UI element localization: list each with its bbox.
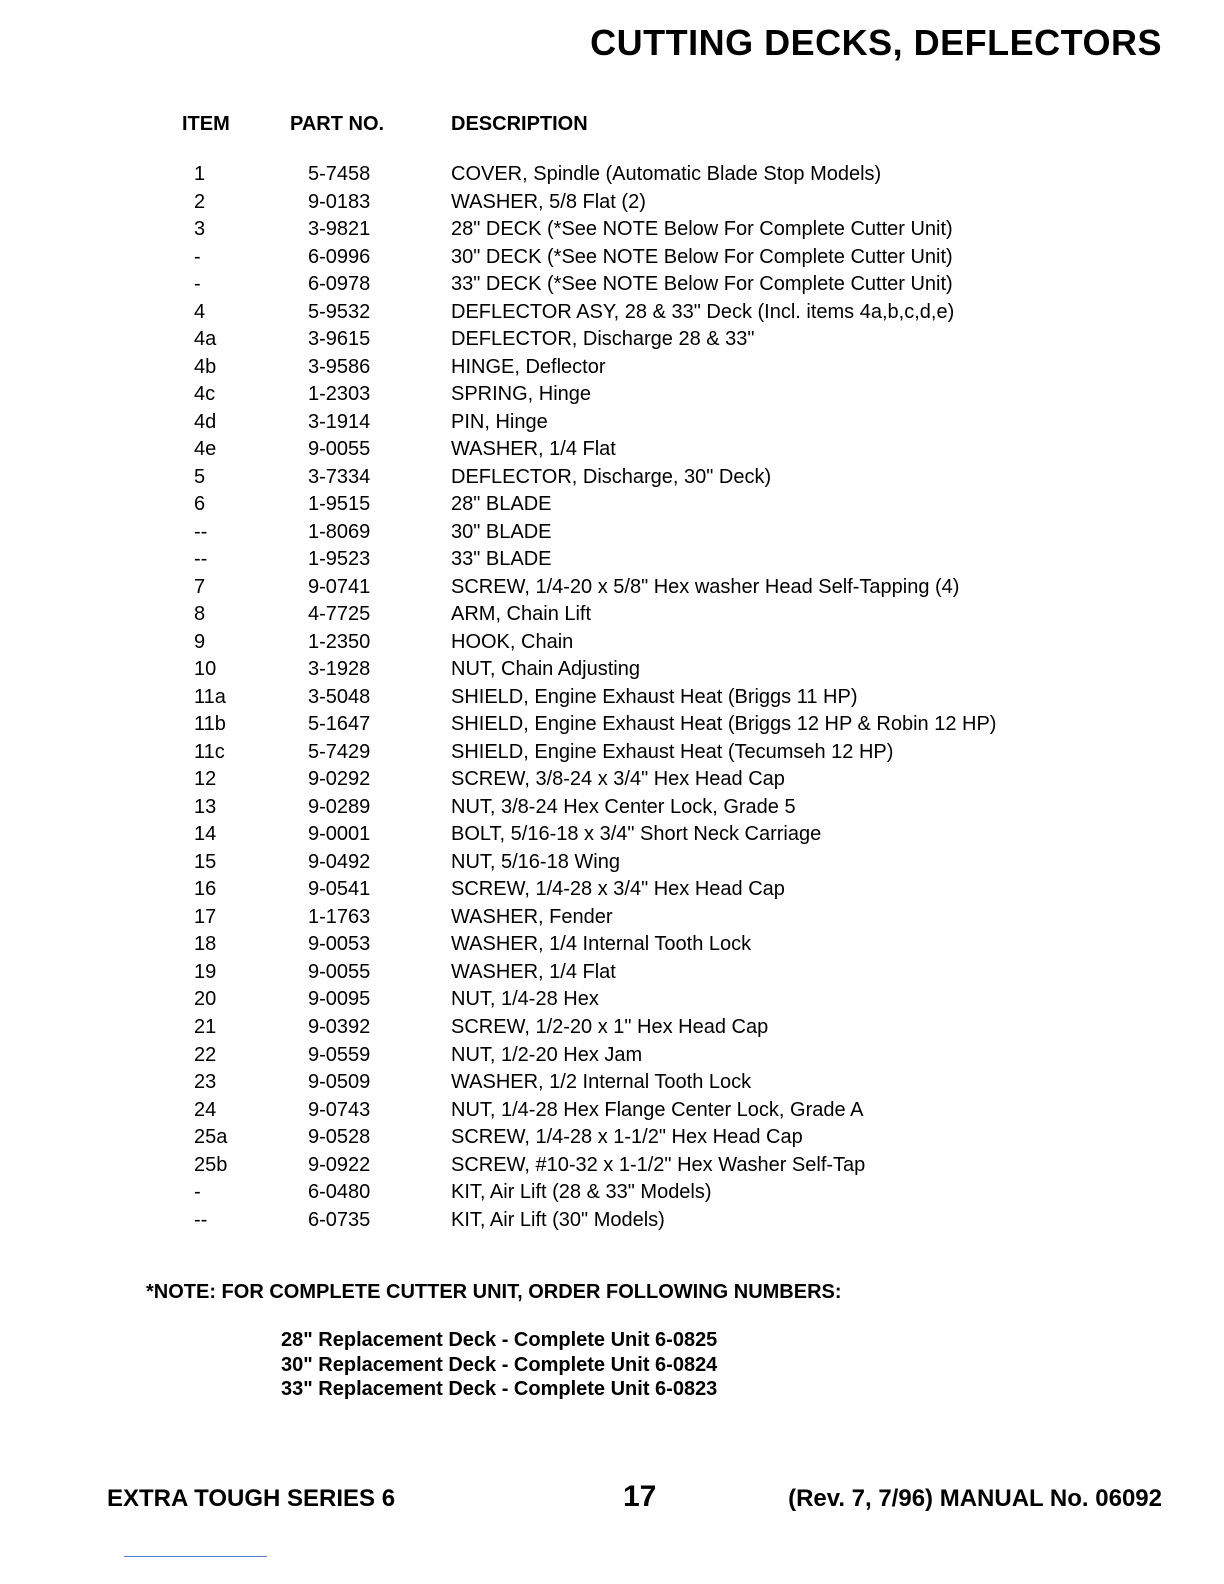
item-cell: 8 [194,603,206,626]
table-row [0,299,1224,327]
item-cell: -- [194,520,208,543]
description-cell: SCREW, #10-32 x 1-1/2" Hex Washer Self-Tap [451,1153,866,1176]
table-row [0,739,1224,767]
item-cell: 11c [194,740,225,763]
part-number-cell: 3-9821 [308,218,371,241]
part-number-cell: 5-1647 [308,713,371,736]
parts-table [0,161,1224,1234]
item-cell: 1 [194,163,206,185]
description-cell: 33" DECK (*See NOTE Below For Complete Cutter Unit) [451,273,953,296]
table-row [0,1124,1224,1152]
description-cell: SHIELD, Engine Exhaust Heat (Tecumseh 12 HP) [451,740,894,763]
item-cell: 5 [194,465,206,488]
part-number-cell: 1-9523 [308,548,371,571]
table-row [0,711,1224,739]
table-row [0,436,1224,464]
description-cell: 28" DECK (*See NOTE Below For Complete Cutter Unit) [451,218,953,241]
part-number-cell: 9-0055 [308,438,371,461]
item-cell: 25a [194,1126,228,1149]
item-cell: 15 [194,850,217,873]
item-cell: -- [194,548,208,571]
table-row [0,161,1224,189]
part-number-cell: 9-0528 [308,1126,371,1149]
item-cell: 14 [194,823,217,846]
table-row [0,931,1224,959]
item-cell: 16 [194,878,217,901]
page-number: 17 [623,1480,657,1513]
description-cell: BOLT, 5/16-18 x 3/4" Short Neck Carriage [451,823,822,846]
table-row [0,271,1224,299]
table-row [0,574,1224,602]
description-cell: NUT, 1/4-28 Hex Flange Center Lock, Grade A [451,1098,864,1121]
table-row [0,684,1224,712]
part-number-cell: 9-0053 [308,933,371,956]
part-number-cell: 9-0741 [308,575,371,598]
column-header-description: DESCRIPTION [451,113,588,135]
item-cell: 4e [194,438,217,461]
part-number-cell: 3-5048 [308,685,371,708]
table-row [0,629,1224,657]
table-row [0,656,1224,684]
item-cell: 17 [194,905,217,928]
description-cell: DEFLECTOR, Discharge 28 & 33" [451,328,755,351]
replacement-unit-line: 33" Replacement Deck - Complete Unit 6-0823 [281,1378,718,1400]
part-number-cell: 6-0735 [308,1208,371,1231]
part-number-cell: 9-0509 [308,1071,371,1094]
description-cell: NUT, 1/4-28 Hex [451,988,599,1011]
item-cell: 4d [194,410,217,433]
table-row [0,1042,1224,1070]
item-cell: 18 [194,933,217,956]
note-heading: *NOTE: FOR COMPLETE CUTTER UNIT, ORDER FOLLOWING NUMBERS: [146,1281,842,1303]
item-cell: 20 [194,988,217,1011]
item-cell: 22 [194,1043,217,1066]
part-number-cell: 9-0392 [308,1015,371,1038]
item-cell: 4 [194,300,206,323]
item-cell: 24 [194,1098,217,1121]
part-number-cell: 3-9586 [308,355,371,378]
table-row [0,821,1224,849]
description-cell: DEFLECTOR, Discharge, 30" Deck) [451,465,772,488]
description-cell: NUT, 3/8-24 Hex Center Lock, Grade 5 [451,795,796,818]
table-row [0,1097,1224,1125]
part-number-cell: 3-9615 [308,328,371,351]
table-row [0,409,1224,437]
part-number-cell: 9-0922 [308,1153,371,1176]
table-row [0,216,1224,244]
table-row [0,986,1224,1014]
table-row [0,491,1224,519]
description-cell: ARM, Chain Lift [451,603,592,626]
item-cell: 11b [194,713,226,736]
item-cell: 21 [194,1015,217,1038]
description-cell: NUT, 5/16-18 Wing [451,850,620,873]
column-header-part-no: PART NO. [290,113,385,135]
part-number-cell: 1-1763 [308,905,371,928]
table-row [0,766,1224,794]
description-cell: 30" BLADE [451,520,552,543]
part-number-cell: 9-0292 [308,768,371,791]
item-cell: 4c [194,383,216,406]
description-cell: DEFLECTOR ASY, 28 & 33" Deck (Incl. items 4a,b,c,d,e) [451,300,955,323]
description-cell: 33" BLADE [451,548,552,571]
description-cell: WASHER, 1/4 Flat [451,960,616,983]
part-number-cell: 9-0559 [308,1043,371,1066]
part-number-cell: 9-0541 [308,878,371,901]
item-cell: 7 [194,575,206,598]
part-number-cell: 3-7334 [308,465,371,488]
description-cell: COVER, Spindle (Automatic Blade Stop Models) [451,163,882,185]
table-row [0,794,1224,822]
description-cell: 30" DECK (*See NOTE Below For Complete Cutter Unit) [451,245,953,268]
part-number-cell: 5-9532 [308,300,371,323]
item-cell: -- [194,1208,208,1231]
description-cell: NUT, 1/2-20 Hex Jam [451,1043,643,1066]
table-row [0,1014,1224,1042]
description-cell: SHIELD, Engine Exhaust Heat (Briggs 11 HP) [451,685,858,708]
table-row [0,546,1224,574]
description-cell: SCREW, 1/4-20 x 5/8" Hex washer Head Self-Tapping (4) [451,575,960,598]
table-row [0,381,1224,409]
description-cell: KIT, Air Lift (30" Models) [451,1208,665,1231]
description-cell: SCREW, 1/2-20 x 1" Hex Head Cap [451,1015,769,1038]
description-cell: HINGE, Deflector [451,355,606,378]
part-number-cell: 1-2303 [308,383,371,406]
part-number-cell: 6-0480 [308,1181,371,1204]
part-number-cell: 9-0183 [308,190,371,213]
description-cell: WASHER, 1/4 Internal Tooth Lock [451,933,752,956]
description-cell: SCREW, 3/8-24 x 3/4" Hex Head Cap [451,768,785,791]
description-cell: WASHER, 5/8 Flat (2) [451,190,646,213]
item-cell: 10 [194,658,217,681]
part-number-cell: 3-1914 [308,410,371,433]
table-row [0,244,1224,272]
item-cell: 6 [194,493,206,516]
part-number-cell: 1-2350 [308,630,371,653]
item-cell: 19 [194,960,217,983]
table-row [0,1179,1224,1207]
part-number-cell: 6-0996 [308,245,371,268]
replacement-units-list [281,1328,717,1402]
description-cell: KIT, Air Lift (28 & 33" Models) [451,1181,712,1204]
item-cell: 9 [194,630,206,653]
table-row [0,519,1224,547]
item-cell: 12 [194,768,217,791]
description-cell: SCREW, 1/4-28 x 3/4" Hex Head Cap [451,878,785,901]
item-cell: 3 [194,218,206,241]
description-cell: WASHER, Fender [451,905,613,928]
table-row [0,904,1224,932]
table-row [0,354,1224,382]
description-cell: PIN, Hinge [451,410,548,433]
divider [124,1556,267,1557]
part-number-cell: 1-8069 [308,520,371,543]
description-cell: SPRING, Hinge [451,383,592,406]
table-row [0,326,1224,354]
column-header-item: ITEM [182,113,230,135]
description-cell: WASHER, 1/4 Flat [451,438,616,461]
item-cell: 4b [194,355,217,378]
footer-manual-number: (Rev. 7, 7/96) MANUAL No. 06092 [788,1485,1162,1512]
item-cell: 11a [194,685,226,708]
item-cell: - [194,245,201,268]
description-cell: NUT, Chain Adjusting [451,658,640,681]
table-row [0,1069,1224,1097]
description-cell: HOOK, Chain [451,630,574,653]
table-row [0,601,1224,629]
description-cell: SHIELD, Engine Exhaust Heat (Briggs 12 HP & Robin 12 HP) [451,713,997,736]
part-number-cell: 6-0978 [308,273,371,296]
description-cell: 28" BLADE [451,493,552,516]
table-row [0,464,1224,492]
description-cell: SCREW, 1/4-28 x 1-1/2" Hex Head Cap [451,1126,803,1149]
part-number-cell: 1-9515 [308,493,371,516]
part-number-cell: 9-0743 [308,1098,371,1121]
item-cell: 23 [194,1071,217,1094]
item-cell: 2 [194,190,206,213]
table-row [0,876,1224,904]
item-cell: - [194,273,201,296]
item-cell: 4a [194,328,217,351]
part-number-cell: 5-7458 [308,163,371,185]
item-cell: 13 [194,795,217,818]
part-number-cell: 3-1928 [308,658,371,681]
part-number-cell: 9-0001 [308,823,371,846]
table-row [0,959,1224,987]
part-number-cell: 5-7429 [308,740,371,763]
part-number-cell: 9-0055 [308,960,371,983]
table-row [0,1152,1224,1180]
replacement-unit-line: 28" Replacement Deck - Complete Unit 6-0825 [281,1329,718,1351]
part-number-cell: 9-0492 [308,850,371,873]
item-cell: - [194,1181,201,1204]
part-number-cell: 4-7725 [308,603,371,626]
footer-series: EXTRA TOUGH SERIES 6 [107,1485,396,1512]
table-row [0,1207,1224,1235]
table-row [0,189,1224,217]
page-title: CUTTING DECKS, DEFLECTORS [590,22,1162,63]
part-number-cell: 9-0289 [308,795,371,818]
item-cell: 25b [194,1153,228,1176]
description-cell: WASHER, 1/2 Internal Tooth Lock [451,1071,752,1094]
table-row [0,849,1224,877]
part-number-cell: 9-0095 [308,988,371,1011]
replacement-unit-line: 30" Replacement Deck - Complete Unit 6-0824 [281,1353,718,1376]
